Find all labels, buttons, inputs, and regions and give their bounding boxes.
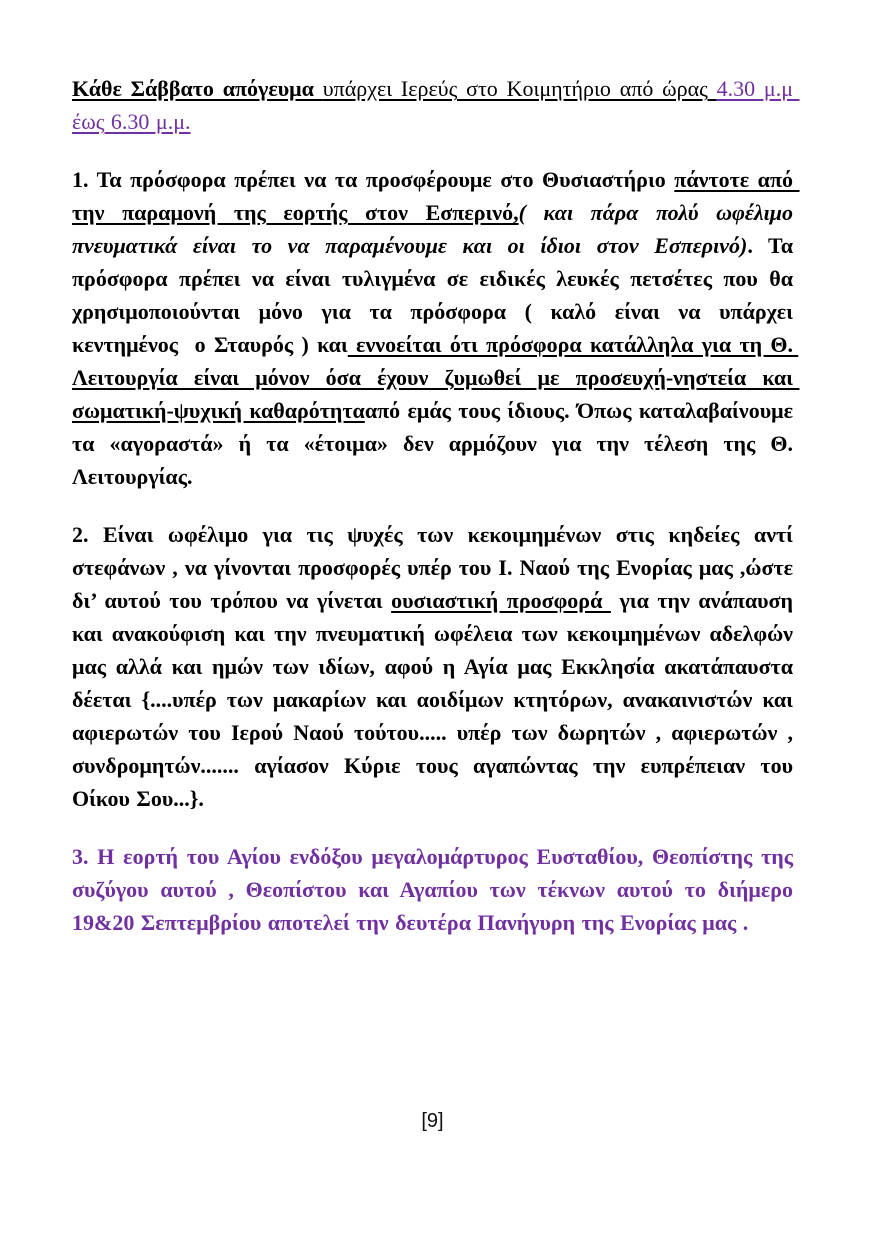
text-run: ουσιαστική προσφορά [391,588,611,613]
item-2-memorial-offerings [72,518,800,815]
item-1-prosfora-rules [72,163,800,493]
page-footer [72,1108,793,1134]
text-run: για την ανάπαυση και ανακούφιση και την πνευματική ωφέλεια των κεκοιμημένων αδελφών μας αλλά και ημών των ιδίων, αφού η Αγία μας Εκκλησία ακατάπαυστα δέεται {....υπέρ των μακαρίων και αοιδίμων κτητόρων, ανακαινιστών και αφιερωτών του Ιερού Ναού τούτου..... υπέρ των δωρητών , αφιερωτών , συνδρομητών....... αγίασον Κύριε τους αγαπώντας την ευπρέπειαν του Οίκου Σου...}. [72,588,800,811]
page-number: [9] [421,1110,444,1132]
text-run: . Τα πρόσφορα πρέπει να είναι τυλιγμένα σε ειδικές λευκές πετσέτες που θα χρησιμοποιούνται μόνο για τα πρόσφορα ( καλό είναι να υπάρχει κεντημένος ο Σταυρός ) και [72,233,800,357]
text-run: εννοείται ότι πρόσφορα κατάλληλα για τη Θ. Λειτουργία είναι μόνον όσα έχουν ζυμωθεί με προσευχή-νηστεία και σωματική-ψυχική καθαρότητα [72,332,800,423]
document-body [72,72,800,964]
text-run: ( και πάρα πολύ ωφέλιμο πνευματικά είναι το να παραμένουμε και οι ίδιοι στον Εσπερινό) [72,200,800,258]
text-run: 2. Είναι ωφέλιμο για τις ψυχές των κεκοιμημένων στις κηδείες αντί στεφάνων , να γίνονται προσφορές υπέρ του Ι. Ναού της Ενορίας μας ,ώστε δι’ αυτού του τρόπου να γίνεται [72,522,800,613]
text-run: 1. Τα πρόσφορα πρέπει να τα προσφέρουμε στο Θυσιαστήριο [72,167,675,192]
text-run: 4.30 μ.μ έως 6.30 μ.μ. [72,76,800,134]
text-run: υπάρχει Ιερεύς στο Κοιμητήριο από ώρας [322,76,717,101]
item-3-feast-announcement [72,840,800,939]
saturday-cemetery-notice [72,72,800,138]
text-run: 3. Η εορτή του Αγίου ενδόξου μεγαλομάρτυρος Ευσταθίου, Θεοπίστης της συζύγου αυτού , Θεοπίστου και Αγαπίου των τέκνων αυτού το διήμερο 19&20 Σεπτεμβρίου αποτελεί την δευτέρα Πανήγυρη της Ενορίας μας . [72,844,800,935]
text-run: Κάθε Σάββατο απόγευμα [72,76,323,101]
text-run: πάντοτε από την παραμονή της εορτής στον Εσπερινό, [72,167,800,225]
text-run: από εμάς τους ίδιους. Όπως καταλαβαίνουμε τα «αγοραστά» ή τα «έτοιμα» δεν αρμόζουν για την τέλεση της Θ. Λειτουργίας. [72,398,800,489]
